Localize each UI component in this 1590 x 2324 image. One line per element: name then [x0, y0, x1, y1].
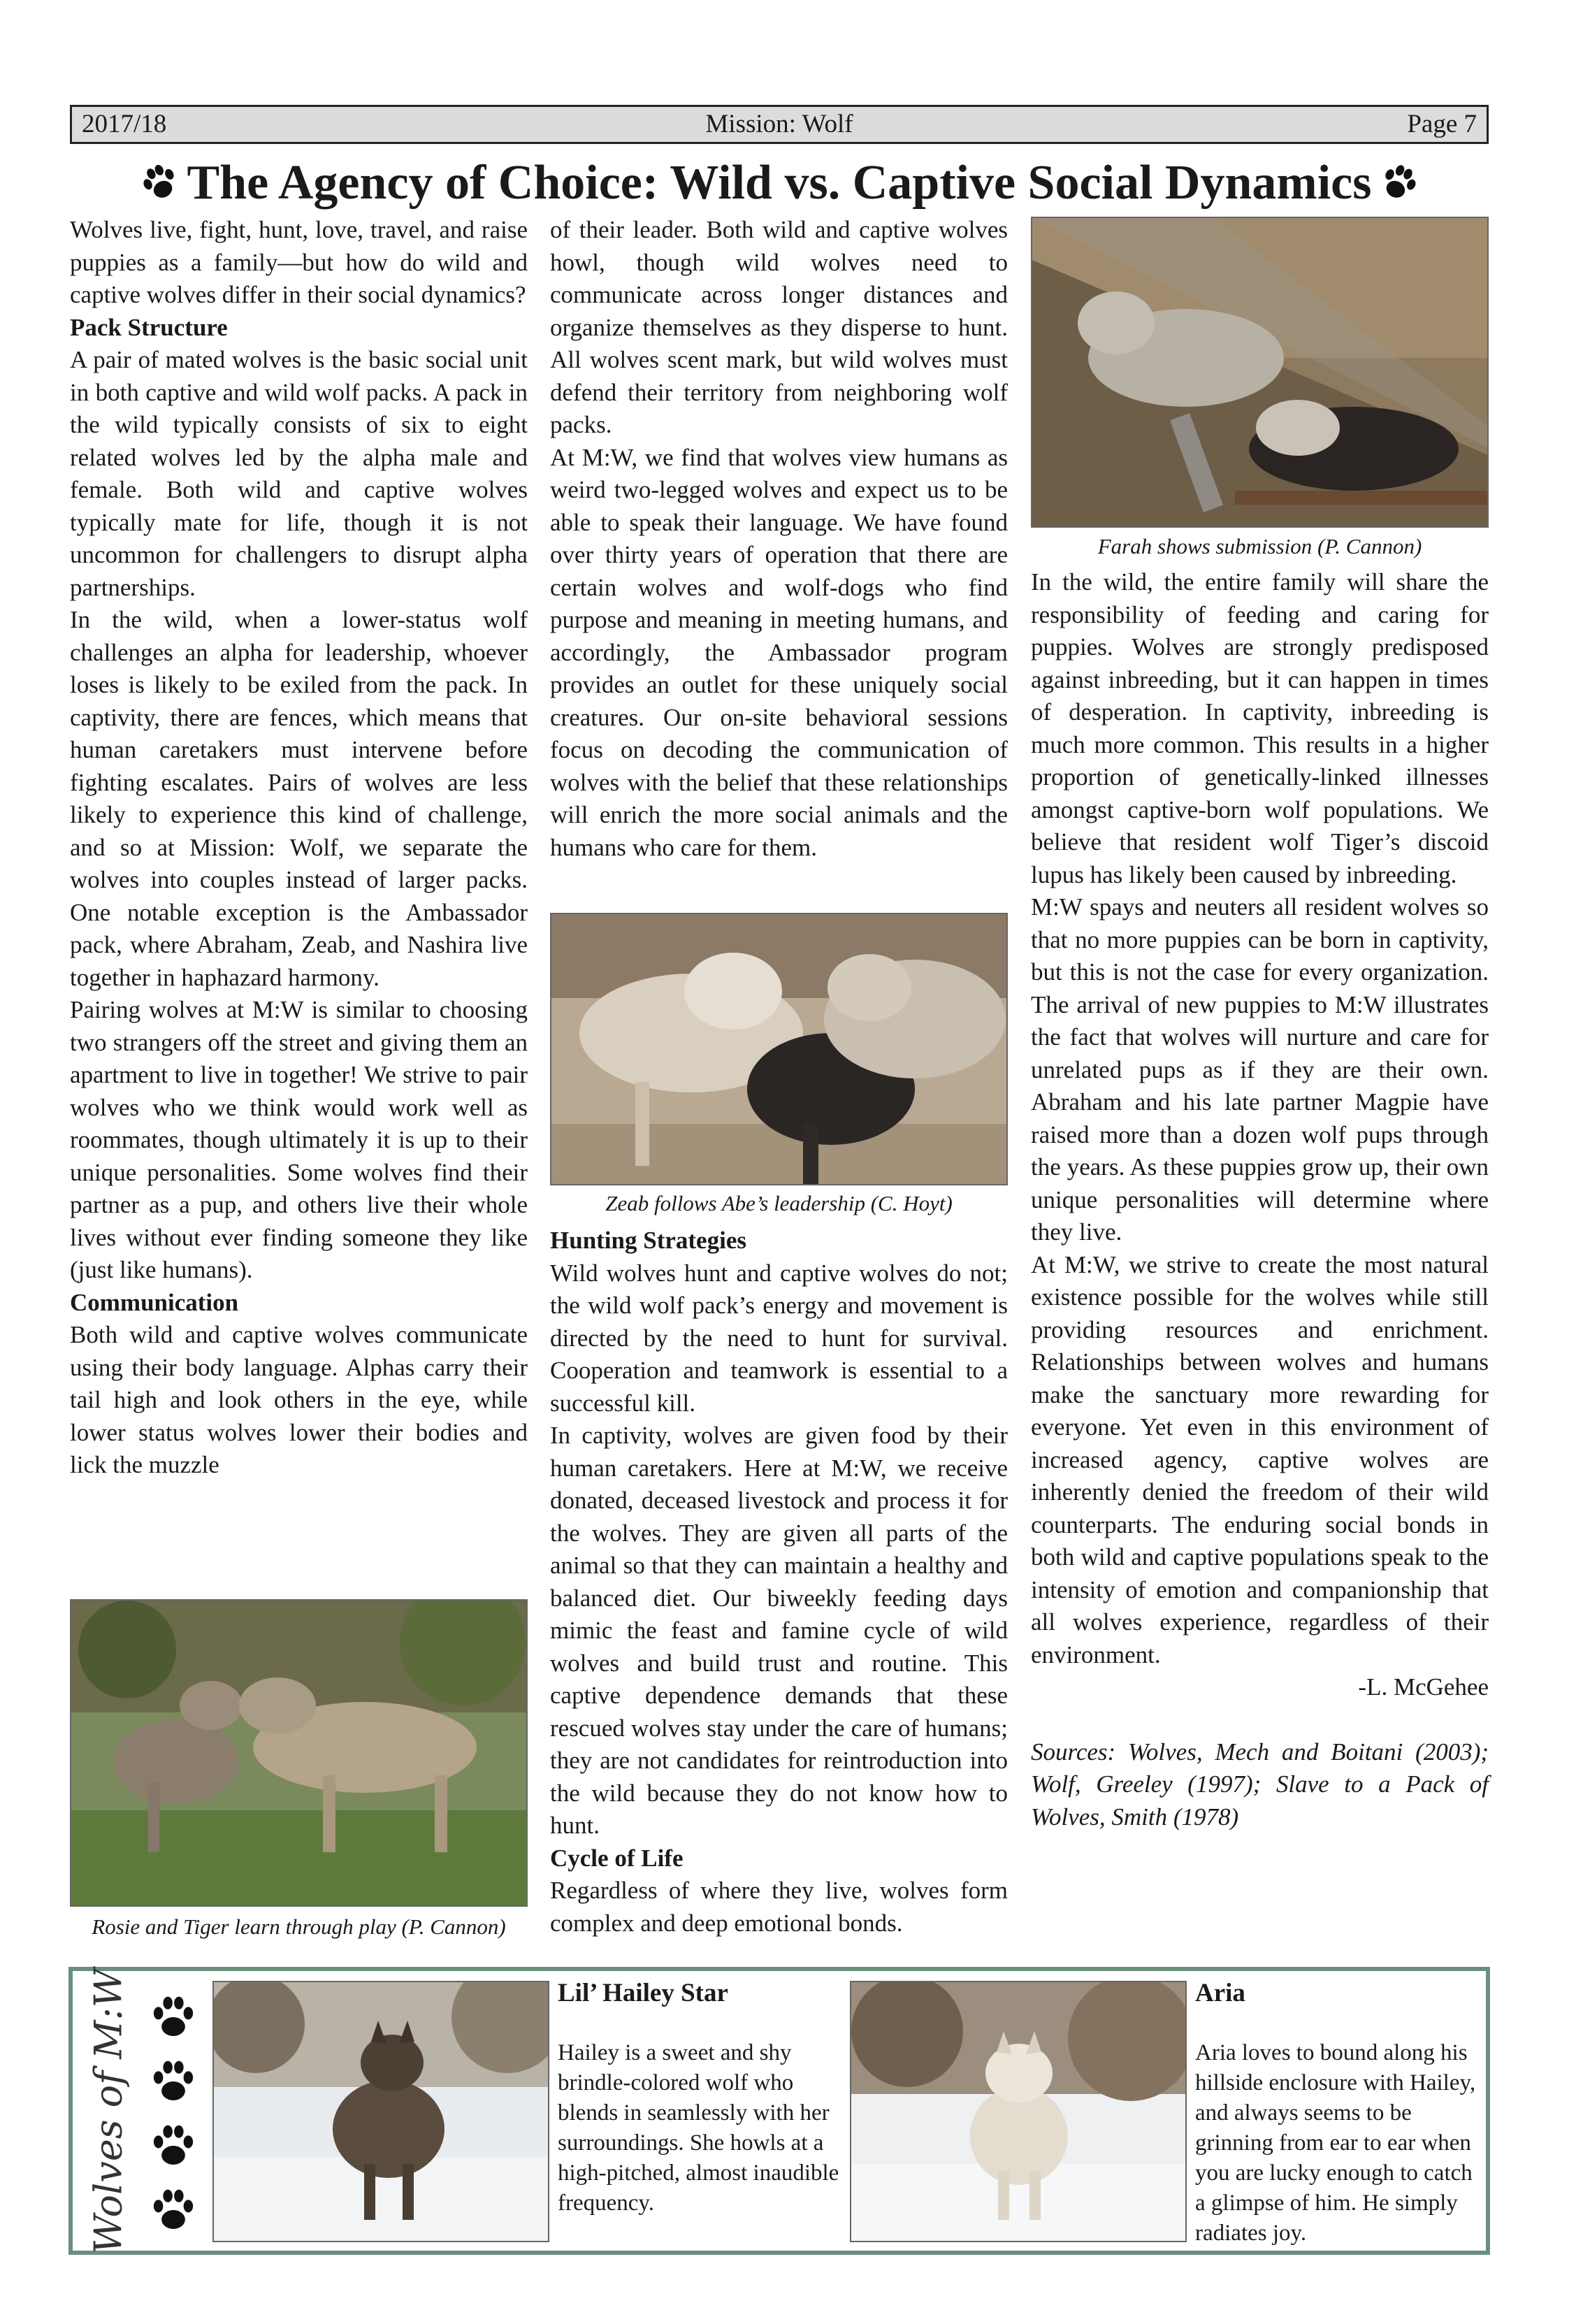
article-column-3	[1031, 566, 1489, 1833]
paragraph: Both wild and captive wolves communicate using their body language. Alphas carry their tail high and look others in the eye, while lower status wolves lower their bodies and lick the muzzle	[70, 1321, 528, 1478]
paragraph: In the wild, the entire family will share the responsibility of feeding and caring for puppies. Wolves are strongly predisposed against inbreeding, but it can happen in times of desperation. In captivity, inbreeding is much more common. This results in a higher proportion of genetically-linked illnesses amongst captive-born wolf populations. We believe that resident wolf Tiger’s discoid lupus has likely been caused by inbreeding.	[1031, 568, 1489, 888]
page-number: Page 7	[1407, 110, 1477, 138]
paw-print-icon	[148, 2121, 198, 2171]
article-title-row	[70, 155, 1489, 211]
article-column-2-continued	[550, 1225, 1008, 1940]
photo-hailey	[212, 1981, 549, 2242]
wolves-of-mw-label: Wolves of M:W	[86, 1968, 131, 2253]
article-column-1	[70, 214, 528, 1482]
page-header	[70, 105, 1489, 144]
paw-print-icon	[148, 1992, 198, 2042]
issue-year: 2017/18	[82, 110, 167, 138]
paragraph: of their leader. Both wild and captive wolves howl, though wild wolves need to communicate across longer distances and organize themselves as they disperse to hunt. All wolves scent mark, but wild wolves must defend their territory from neighboring wolf packs.	[550, 216, 1008, 438]
photo-farah-submission	[1031, 217, 1489, 528]
paragraph: Wild wolves hunt and captive wolves do not; the wild wolf pack’s energy and movement is directed by the need to hunt for survival. Cooperation and teamwork is essential to a successful kill.	[550, 1259, 1008, 1417]
paw-print-icon	[138, 161, 182, 205]
section-heading-cycle-of-life: Cycle of Life	[550, 1844, 684, 1872]
sources-citation: Sources: Wolves, Mech and Boitani (2003); Wolf, Greeley (1997); Slave to a Pack of Wolves, Smith (1978)	[1031, 1738, 1489, 1831]
paragraph: A pair of mated wolves is the basic social unit in both captive and wild wolf packs. A pack in the wild typically consists of six to eight related wolves led by the alpha male and female. Both wild and captive wolves typically mate for life, though it is not uncommon for challengers to disrupt alpha partnerships.	[70, 346, 528, 601]
wolf-name: Aria	[1195, 1979, 1245, 2007]
paw-print-icon	[148, 2056, 198, 2107]
paragraph: At M:W, we strive to create the most natural existence possible for the wolves while still providing resources and enrichment. Relationships between wolves and humans make the sanctuary more rewarding for everyone. Yet even in this environment of increased agency, captive wolves are inherently denied the freedom of their wild counterparts. The enduring social bonds in both wild and captive populations speak to the intensity of emotion and companionship that all wolves experience, regardless of their environment.	[1031, 1250, 1489, 1668]
article-title: The Agency of Choice: Wild vs. Captive Social Dynamics	[187, 156, 1372, 210]
wolves-of-mw-box	[68, 1967, 1490, 2255]
photo-aria	[850, 1981, 1187, 2242]
photo-caption: Zeab follows Abe’s leadership (C. Hoyt)	[605, 1191, 953, 1215]
paragraph: At M:W, we find that wolves view humans as weird two-legged wolves and expect us to be able to speak their language. We have found over thirty years of operation that there are certain wolves and wolf-dogs who find purpose and meaning in meeting humans, and accordingly, the Ambassador program provides an outlet for these uniquely social creatures. Our on-site behavioral sessions focus on decoding the communication of wolves with the belief that these relationships will enrich the more social animals and the humans who care for them.	[550, 443, 1008, 861]
paw-print-stack	[148, 1992, 204, 2249]
paragraph: Pairing wolves at M:W is similar to choosing two strangers off the street and giving them an apartment to live in together! We strive to pair wolves who we think would work well as roommates, though ultimately it is up to their unique personalities. Some wolves find their partner as a pup, and others live their whole lives without ever finding someone they like (just like humans).	[70, 996, 528, 1283]
wolf-name: Lil’ Hailey Star	[558, 1979, 728, 2007]
photo-caption: Rosie and Tiger learn through play (P. Cannon)	[92, 1914, 506, 1939]
photo-caption: Farah shows submission (P. Cannon)	[1097, 534, 1422, 558]
photo-rosie-and-tiger	[70, 1599, 528, 1907]
paw-print-icon	[148, 2185, 198, 2235]
article-column-2	[550, 214, 1008, 864]
paragraph: In the wild, when a lower-status wolf challenges an alpha for leadership, whoever loses is likely to be exiled from the pack. In captivity, there are fences, which means that human caretakers must intervene before fighting escalates. Pairs of wolves are less likely to experience this kind of challenge, and so at Mission: Wolf, we separate the wolves into couples instead of larger packs. One notable exception is the Ambassador pack, where Abraham, Zeab, and Nashira live together in haphazard harmony.	[70, 606, 528, 991]
paragraph: Regardless of where they live, wolves form complex and deep emotional bonds.	[550, 1877, 1008, 1937]
photo-zeab-and-abe	[550, 913, 1008, 1185]
paragraph: In captivity, wolves are given food by their human caretakers. Here at M:W, we receive donated, deceased livestock and process it for the wolves. They are given all parts of the animal so that they can maintain a healthy and balanced diet. Our biweekly feeding days mimic the feast and famine cycle of wild wolves and build trust and routine. This captive dependence demands that these rescued wolves stay under the care of humans; they are not candidates for reintroduction into the wild because they do not know how to hunt.	[550, 1422, 1008, 1839]
section-heading-pack-structure: Pack Structure	[70, 313, 228, 341]
wolf-description: Hailey is a sweet and shy brindle-colored wolf who blends in seamlessly with her surroundings. She howls at a high-pitched, almost inaudible frequency.	[558, 2040, 839, 2216]
publication-name: Mission: Wolf	[705, 110, 853, 138]
author-byline: -L. McGehee	[1358, 1673, 1489, 1701]
intro-paragraph: Wolves live, fight, hunt, love, travel, and raise puppies as a family—but how do wild and captive wolves differ in their social dynamics?	[70, 216, 528, 308]
paw-print-icon	[1377, 161, 1420, 205]
wolf-description: Aria loves to bound along his hillside enclosure with Hailey, and always seems to be grinning from ear to ear when you are lucky enough to catch a glimpse of him. He simply radiates joy.	[1195, 2040, 1476, 2246]
paragraph: M:W spays and neuters all resident wolves so that no more puppies can be born in captivity, but this is not the case for every organization. The arrival of new puppies to M:W illustrates the fact that wolves will nurture and care for unrelated pups as if they are their own. Abraham and his late partner Magpie have raised more than a dozen wolf pups through the years. As these puppies grow up, their own unique personalities will determine where they live.	[1031, 893, 1489, 1246]
section-heading-hunting: Hunting Strategies	[550, 1227, 746, 1254]
section-heading-communication: Communication	[70, 1288, 239, 1316]
